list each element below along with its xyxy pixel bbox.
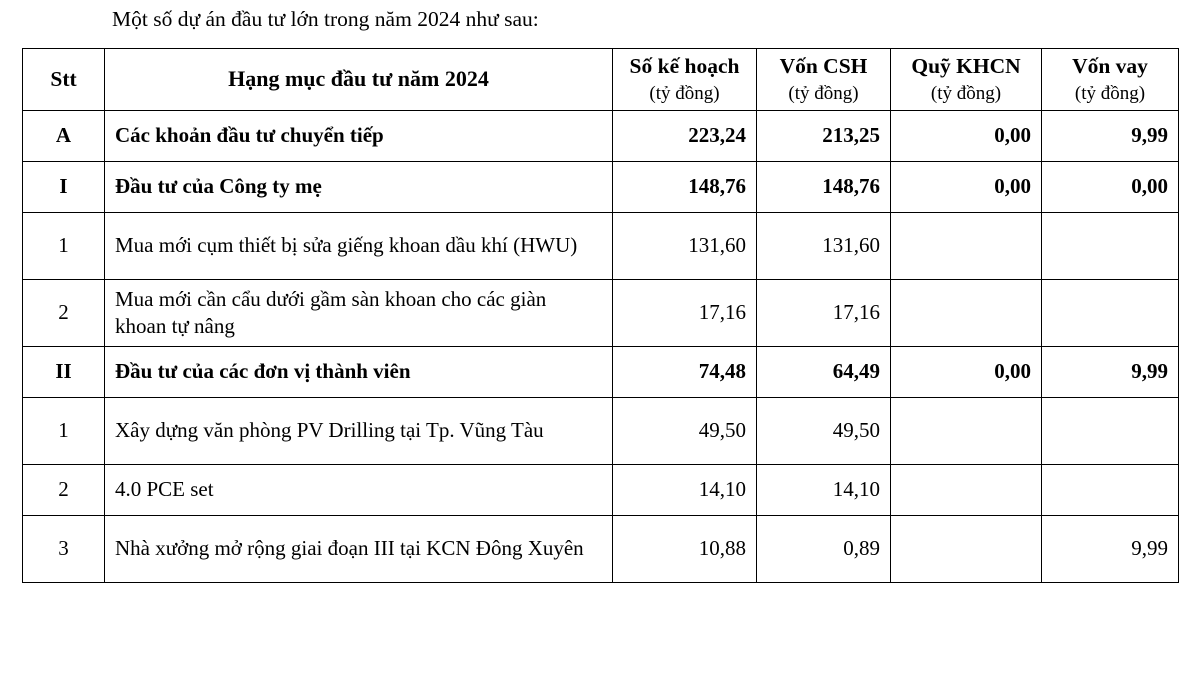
column-header-loan — [1042, 49, 1179, 111]
cell-khcn — [891, 397, 1042, 464]
cell-stt: I — [23, 161, 105, 212]
cell-csh: 0,89 — [757, 515, 891, 582]
cell-khcn: 0,00 — [891, 110, 1042, 161]
cell-item: Mua mới cụm thiết bị sửa giếng khoan dầu khí (HWU) — [105, 212, 613, 279]
table-body — [23, 110, 1179, 582]
column-header-csh-label: Vốn CSH — [779, 54, 868, 78]
column-header-khcn-unit: (tỷ đồng) — [930, 82, 1002, 104]
table-row — [23, 464, 1179, 515]
cell-khcn — [891, 212, 1042, 279]
cell-csh: 49,50 — [757, 397, 891, 464]
table-row — [23, 161, 1179, 212]
cell-plan: 131,60 — [613, 212, 757, 279]
cell-loan: 9,99 — [1042, 346, 1179, 397]
cell-khcn — [891, 464, 1042, 515]
cell-item: 4.0 PCE set — [105, 464, 613, 515]
cell-loan: 9,99 — [1042, 110, 1179, 161]
intro-paragraph: Một số dự án đầu tư lớn trong năm 2024 như sau: — [112, 7, 539, 31]
cell-stt: 1 — [23, 397, 105, 464]
investment-table — [22, 48, 1179, 583]
column-header-plan-unit: (tỷ đồng) — [649, 82, 720, 104]
table-row — [23, 515, 1179, 582]
cell-stt: 1 — [23, 212, 105, 279]
cell-stt: II — [23, 346, 105, 397]
table-header — [23, 49, 1179, 111]
cell-plan: 74,48 — [613, 346, 757, 397]
cell-khcn: 0,00 — [891, 346, 1042, 397]
cell-stt: 2 — [23, 279, 105, 346]
column-header-item — [105, 49, 613, 111]
cell-loan — [1042, 212, 1179, 279]
cell-stt: 3 — [23, 515, 105, 582]
table-row — [23, 279, 1179, 346]
column-header-khcn-label: Quỹ KHCN — [911, 54, 1021, 78]
column-header-plan-label: Số kế hoạch — [629, 54, 740, 78]
column-header-csh-unit: (tỷ đồng) — [788, 82, 859, 104]
cell-csh: 17,16 — [757, 279, 891, 346]
column-header-loan-unit: (tỷ đồng) — [1074, 82, 1146, 104]
cell-loan: 0,00 — [1042, 161, 1179, 212]
cell-khcn — [891, 279, 1042, 346]
cell-loan — [1042, 279, 1179, 346]
cell-plan: 49,50 — [613, 397, 757, 464]
cell-stt: 2 — [23, 464, 105, 515]
cell-stt: A — [23, 110, 105, 161]
cell-item: Mua mới cần cẩu dưới gầm sàn khoan cho các giàn khoan tự nâng — [105, 279, 613, 346]
cell-csh: 148,76 — [757, 161, 891, 212]
cell-loan: 9,99 — [1042, 515, 1179, 582]
table-row — [23, 212, 1179, 279]
table-row — [23, 346, 1179, 397]
column-header-stt-label: Stt — [50, 66, 77, 91]
cell-loan — [1042, 464, 1179, 515]
cell-khcn: 0,00 — [891, 161, 1042, 212]
cell-plan: 148,76 — [613, 161, 757, 212]
cell-csh: 131,60 — [757, 212, 891, 279]
cell-plan: 14,10 — [613, 464, 757, 515]
cell-plan: 10,88 — [613, 515, 757, 582]
column-header-khcn — [891, 49, 1042, 111]
cell-item: Nhà xưởng mở rộng giai đoạn III tại KCN Đông Xuyên — [105, 515, 613, 582]
column-header-item-label: Hạng mục đầu tư năm 2024 — [228, 66, 489, 92]
cell-loan — [1042, 397, 1179, 464]
column-header-csh — [757, 49, 891, 111]
cell-csh: 14,10 — [757, 464, 891, 515]
cell-item: Các khoản đầu tư chuyển tiếp — [105, 110, 613, 161]
table-header-row — [23, 49, 1179, 111]
cell-plan: 17,16 — [613, 279, 757, 346]
column-header-stt — [23, 49, 105, 111]
cell-csh: 213,25 — [757, 110, 891, 161]
cell-khcn — [891, 515, 1042, 582]
cell-item: Xây dựng văn phòng PV Drilling tại Tp. Vũng Tàu — [105, 397, 613, 464]
table-row — [23, 397, 1179, 464]
cell-item: Đầu tư của các đơn vị thành viên — [105, 346, 613, 397]
investment-table-container — [22, 48, 1178, 583]
cell-csh: 64,49 — [757, 346, 891, 397]
cell-plan: 223,24 — [613, 110, 757, 161]
table-row — [23, 110, 1179, 161]
column-header-plan — [613, 49, 757, 111]
cell-item: Đầu tư của Công ty mẹ — [105, 161, 613, 212]
column-header-loan-label: Vốn vay — [1072, 54, 1148, 78]
